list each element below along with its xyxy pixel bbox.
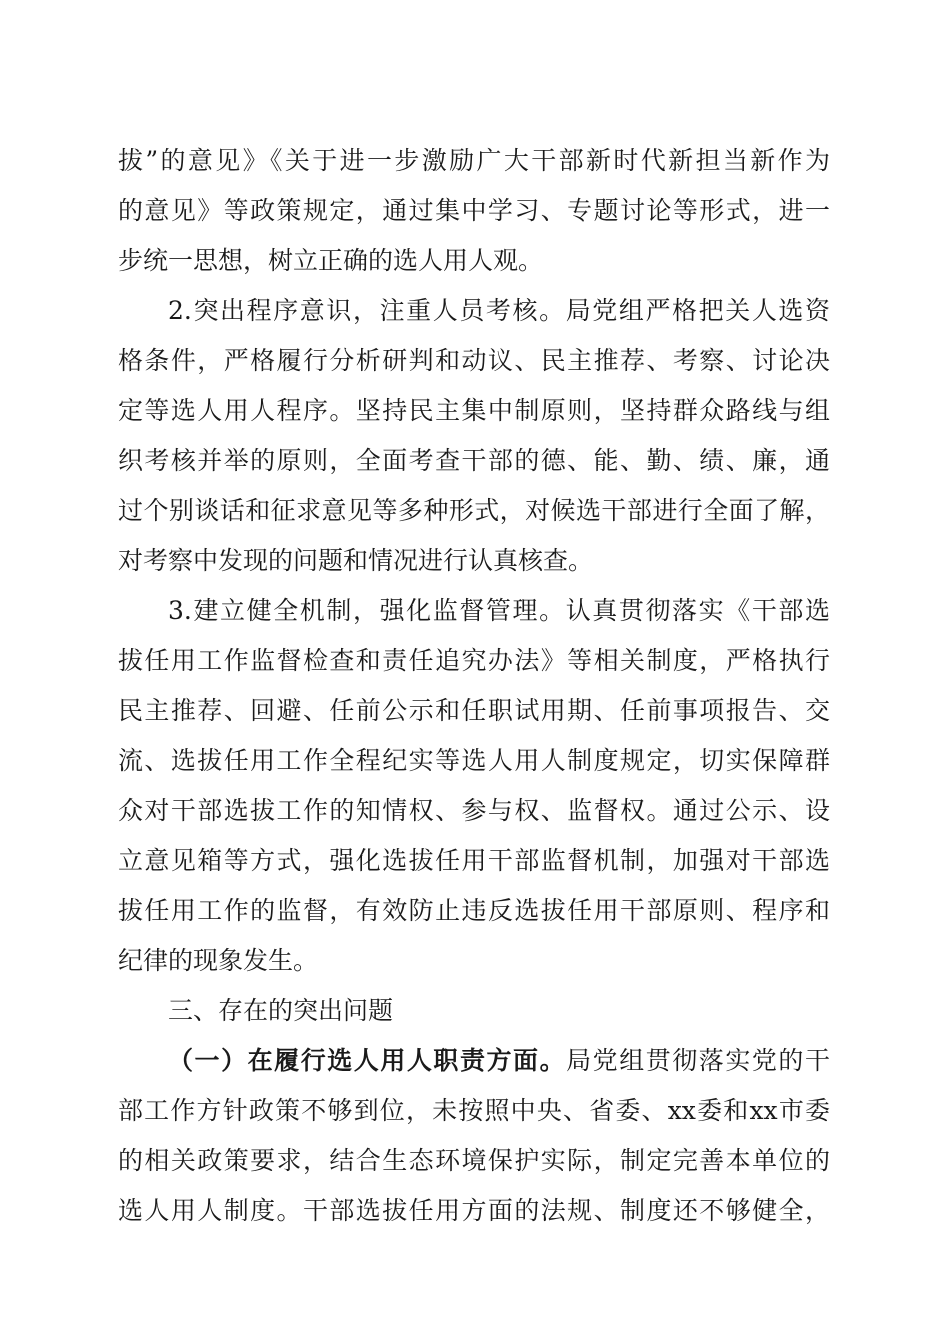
paragraph-1-line-3: 步统一思想，树立正确的选人用人观。 bbox=[118, 246, 544, 275]
paragraph-2-line-6: 对考察中发现的问题和情况进行认真核查。 bbox=[118, 546, 594, 575]
paragraph-2-line-4: 织考核并举的原则，全面考查干部的德、能、勤、绩、廉，通 bbox=[118, 446, 830, 475]
paragraph-2-line-1: 2.突出程序意识，注重人员考核。局党组严格把关人选资 bbox=[168, 296, 830, 325]
paragraph-3-line-5: 众对干部选拔工作的知情权、参与权、监督权。通过公示、设 bbox=[118, 796, 830, 825]
paragraph-4-line-2: 部工作方针政策不够到位，未按照中央、省委、xx委和xx市委 bbox=[118, 1096, 830, 1125]
paragraph-3-line-4: 流、选拔任用工作全程纪实等选人用人制度规定，切实保障群 bbox=[118, 746, 830, 775]
paragraph-4-line-1 bbox=[168, 1037, 830, 1085]
paragraph-3-line-8: 纪律的现象发生。 bbox=[118, 946, 319, 975]
subsection-lead: （一）在履行选人用人职责方面。 bbox=[168, 1046, 567, 1075]
paragraph-4-line-1-rest: 局党组贯彻落实党的干 bbox=[566, 1046, 830, 1075]
paragraph-2-line-3: 定等选人用人程序。坚持民主集中制原则，坚持群众路线与组 bbox=[118, 396, 830, 425]
paragraph-3-line-2: 拔任用工作监督检查和责任追究办法》等相关制度，严格执行 bbox=[118, 646, 830, 675]
paragraph-4-line-4: 选人用人制度。干部选拔任用方面的法规、制度还不够健全， bbox=[118, 1196, 830, 1225]
paragraph-3-line-1: 3.建立健全机制，强化监督管理。认真贯彻落实《干部选 bbox=[168, 596, 830, 625]
paragraph-4-line-3: 的相关政策要求，结合生态环境保护实际，制定完善本单位的 bbox=[118, 1146, 830, 1175]
paragraph-1-line-1: 拔”的意见》《关于进一步激励广大干部新时代新担当新作为 bbox=[118, 146, 830, 175]
paragraph-2-line-5: 过个别谈话和征求意见等多种形式，对候选干部进行全面了解， bbox=[118, 496, 830, 525]
paragraph-3-line-3: 民主推荐、回避、任前公示和任职试用期、任前事项报告、交 bbox=[118, 696, 830, 725]
section-heading: 三、存在的突出问题 bbox=[168, 996, 394, 1025]
paragraph-2-line-2: 格条件，严格履行分析研判和动议、民主推荐、考察、讨论决 bbox=[118, 346, 830, 375]
paragraph-1-line-2: 的意见》等政策规定，通过集中学习、专题讨论等形式，进一 bbox=[118, 196, 830, 225]
paragraph-3-line-6: 立意见箱等方式，强化选拔任用干部监督机制，加强对干部选 bbox=[118, 846, 830, 875]
paragraph-3-line-7: 拔任用工作的监督，有效防止违反选拔任用干部原则、程序和 bbox=[118, 896, 830, 925]
